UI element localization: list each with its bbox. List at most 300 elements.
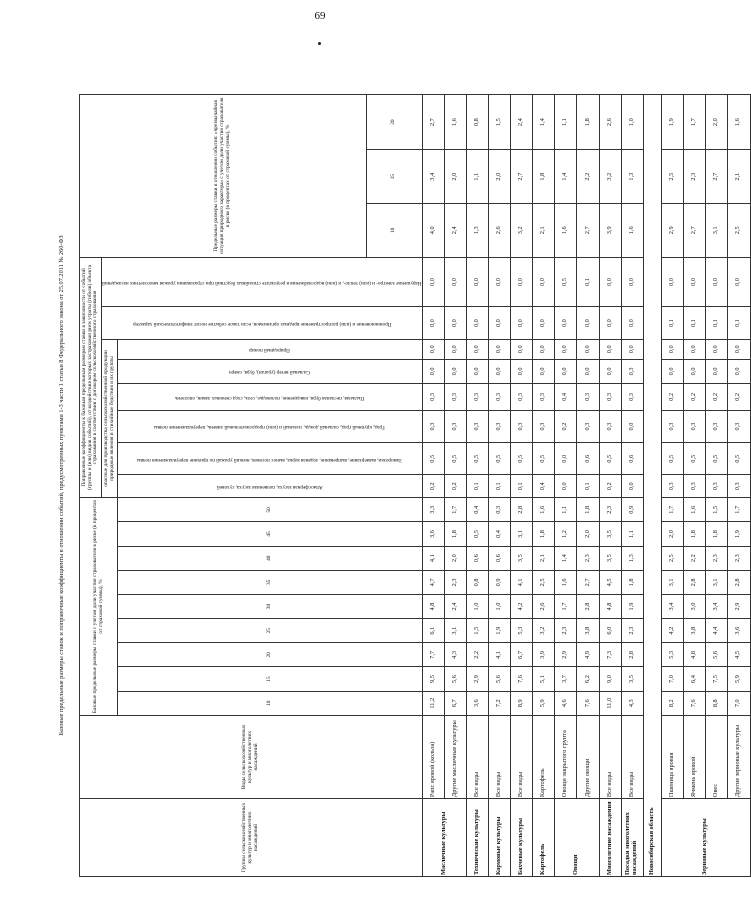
max-cell: 3,2: [511, 203, 533, 257]
max-cell: 2,7: [684, 203, 706, 257]
rate-cell: 2,9: [466, 667, 488, 691]
coef-cell: 0,5: [488, 443, 510, 475]
header-event-2: Заморозки, вымерзание, выпревание, ледяная корка, вынос посевов, низкий урожай по причине переувлажнения почвы: [118, 443, 423, 475]
max-cell: 2,7: [422, 95, 444, 150]
max-cell: 4,0: [422, 203, 444, 257]
max-cell: 2,7: [511, 150, 533, 204]
coef-cell: 0,1: [661, 307, 683, 339]
coef-cell: 0,0: [511, 339, 533, 359]
rate-cell: 6,4: [684, 667, 706, 691]
rate-cell: 0,6: [488, 546, 510, 570]
coef-cell: 0,3: [422, 384, 444, 411]
coef-cell: 0,3: [444, 384, 466, 411]
coef-cell: 0,2: [706, 384, 728, 411]
rate-cell: 0,3: [488, 498, 510, 522]
crop-cell: Рапс яровой (кольза): [422, 715, 444, 798]
rate-cell: 1,9: [728, 522, 750, 546]
header-event-8: Нарушение электро- и (или) тепло-, и (или) водоснабжения в результате стихийных бедствий при страховании урожая многолетних насаждений: [102, 257, 423, 307]
coef-cell: 0,1: [728, 307, 750, 339]
max-cell: 2,1: [533, 203, 555, 257]
rate-cell: 5,9: [533, 691, 555, 715]
max-cell: 3,9: [599, 203, 621, 257]
coef-cell: 0,0: [444, 359, 466, 383]
max-cell: 2,4: [444, 203, 466, 257]
table-row: [728, 95, 750, 877]
rate-cell: 3,6: [728, 619, 750, 643]
max-cell: 2,0: [488, 150, 510, 204]
rate-cell: 4,2: [511, 594, 533, 618]
rate-cell: 3,4: [661, 594, 683, 618]
coef-cell: 0,4: [533, 475, 555, 498]
max-cell: 3,4: [422, 150, 444, 204]
max-cell: 1,9: [661, 95, 683, 150]
rate-cell: 2,3: [555, 619, 577, 643]
rate-cell: 7,7: [422, 643, 444, 667]
header-share-35: 35: [118, 570, 423, 594]
rate-cell: 7,6: [684, 691, 706, 715]
rate-cell: 3,5: [621, 667, 643, 691]
coef-cell: 0,0: [684, 257, 706, 307]
rate-cell: 1,7: [728, 498, 750, 522]
coef-cell: 0,3: [533, 410, 555, 442]
coef-cell: 0,0: [706, 339, 728, 359]
coef-cell: 0,0: [684, 339, 706, 359]
coef-cell: 0,2: [444, 475, 466, 498]
max-cell: 1,6: [728, 95, 750, 150]
region-name: Новосибирская область: [643, 95, 661, 877]
rate-cell: 2,7: [577, 570, 599, 594]
table-row: [533, 95, 555, 877]
rate-cell: 1,8: [706, 522, 728, 546]
coef-cell: 0,5: [511, 443, 533, 475]
coef-cell: 0,0: [511, 257, 533, 307]
coef-cell: 0,0: [577, 307, 599, 339]
rate-cell: 1,6: [684, 498, 706, 522]
coef-cell: 0,5: [466, 443, 488, 475]
rate-cell: 3,6: [422, 522, 444, 546]
header-share-30: 30: [118, 594, 423, 618]
max-cell: 2,3: [684, 150, 706, 204]
header-max-share-10: 10: [366, 203, 422, 257]
rate-cell: 9,5: [422, 667, 444, 691]
coef-cell: 0,5: [728, 443, 750, 475]
coef-cell: 0,1: [577, 257, 599, 307]
header-base-rates: Базовые предельные размеры ставки с учетом доли участия страхователя в риске (в процентах от страховой суммы), %: [80, 498, 118, 716]
rate-cell: 6,1: [422, 619, 444, 643]
rate-cell: 3,1: [444, 619, 466, 643]
rate-cell: 4,2: [661, 619, 683, 643]
coef-cell: 0,0: [684, 359, 706, 383]
rate-cell: 5,6: [706, 643, 728, 667]
coef-cell: 0,1: [466, 475, 488, 498]
coef-cell: 0,1: [706, 307, 728, 339]
table-row: [488, 95, 510, 877]
coef-cell: 0,0: [599, 307, 621, 339]
rate-cell: 1,5: [466, 619, 488, 643]
rate-cell: 3,3: [422, 498, 444, 522]
rate-cell: 2,6: [533, 594, 555, 618]
rate-cell: 5,6: [488, 667, 510, 691]
crop-cell: Все виды: [599, 715, 621, 798]
max-cell: 1,3: [621, 150, 643, 204]
rate-cell: 5,3: [661, 643, 683, 667]
coef-cell: 0,3: [466, 410, 488, 442]
rate-cell: 4,4: [706, 619, 728, 643]
rate-cell: 1,6: [555, 570, 577, 594]
rate-cell: 5,9: [728, 667, 750, 691]
coef-cell: 0,3: [728, 475, 750, 498]
max-cell: 1,4: [533, 95, 555, 150]
rate-cell: 0,5: [466, 522, 488, 546]
coef-cell: 0,3: [511, 384, 533, 411]
max-cell: 2,5: [661, 150, 683, 204]
page-number: 69: [314, 10, 326, 22]
rate-cell: 7,2: [488, 691, 510, 715]
coef-cell: 0,2: [728, 384, 750, 411]
coef-cell: 0,3: [661, 475, 683, 498]
rate-cell: 3,2: [533, 619, 555, 643]
rate-cell: 4,3: [444, 643, 466, 667]
rate-cell: 7,6: [511, 667, 533, 691]
coef-cell: 0,1: [488, 475, 510, 498]
crop-cell: Все виды: [621, 715, 643, 798]
rate-cell: 3,1: [511, 522, 533, 546]
rate-cell: 2,9: [555, 643, 577, 667]
rate-cell: 8,9: [511, 691, 533, 715]
coef-cell: 0,0: [621, 257, 643, 307]
header-coefficients: Поправочные коэффициенты к базовым предельным размерам ставки в зависимости от событий (группы и (или) видов событий), от воздействия которых застрахован риск утраты (гибели) объекта страхования в соответствии с договором сельскохозяйственного страхования: [80, 257, 102, 497]
rate-cell: 2,0: [444, 546, 466, 570]
coef-cell: 0,0: [511, 307, 533, 339]
max-cell: 1,5: [488, 95, 510, 150]
rate-cell: 0,4: [488, 522, 510, 546]
coef-cell: 0,2: [422, 475, 444, 498]
coef-cell: 0,0: [533, 339, 555, 359]
rate-cell: 4,9: [577, 643, 599, 667]
max-cell: 1,7: [684, 95, 706, 150]
rate-cell: 3,9: [533, 643, 555, 667]
rate-cell: 4,6: [555, 691, 577, 715]
crop-cell: Ячмень яровой: [684, 715, 706, 798]
coef-cell: 0,1: [577, 475, 599, 498]
rate-cell: 7,6: [577, 691, 599, 715]
rate-cell: 8,8: [706, 691, 728, 715]
max-cell: 2,9: [661, 203, 683, 257]
coef-cell: 0,0: [599, 339, 621, 359]
rates-table: [79, 94, 751, 877]
rate-cell: 4,8: [684, 643, 706, 667]
coef-cell: 0,3: [511, 410, 533, 442]
rate-cell: 4,1: [511, 570, 533, 594]
rate-cell: 11,2: [422, 691, 444, 715]
coef-cell: 0,1: [684, 307, 706, 339]
coef-cell: 0,0: [555, 339, 577, 359]
max-cell: 1,6: [444, 95, 466, 150]
header-group: Группы сельскохозяйственных культур и многолетних насаждений: [80, 799, 423, 877]
coef-cell: 0,0: [555, 359, 577, 383]
rate-cell: 2,8: [621, 643, 643, 667]
max-cell: 2,6: [599, 95, 621, 150]
table-caption: Базовые предельные размеры ставок и поправочные коэффициенты в отношении событий, предусмотренных пунктами 1-3 части 1 статьи 8 Федерального закона от 25.07.2011 № 260-ФЗ: [58, 235, 65, 736]
max-cell: 1,1: [555, 95, 577, 150]
rate-cell: 7,3: [599, 643, 621, 667]
coef-cell: 0,0: [488, 359, 510, 383]
rate-cell: 1,2: [555, 522, 577, 546]
coef-cell: 0,0: [577, 339, 599, 359]
rate-cell: 2,3: [706, 546, 728, 570]
coef-cell: 0,0: [706, 359, 728, 383]
rate-cell: 5,6: [444, 667, 466, 691]
coef-cell: 0,3: [422, 410, 444, 442]
header-crop: Виды сельскохозяйственных культур и многолетних насаждений: [80, 715, 423, 798]
crop-cell: Картофель: [533, 715, 555, 798]
rate-cell: 1,8: [444, 522, 466, 546]
max-cell: 2,1: [728, 150, 750, 204]
coef-cell: 0,0: [466, 257, 488, 307]
coef-cell: 0,5: [661, 443, 683, 475]
coef-cell: 0,0: [661, 359, 683, 383]
rate-cell: 1,3: [621, 546, 643, 570]
coef-cell: 0,0: [422, 359, 444, 383]
coef-cell: 0,0: [621, 475, 643, 498]
rate-cell: 6,7: [511, 643, 533, 667]
header-event-6: Природный пожар: [118, 339, 423, 359]
table-row: [684, 95, 706, 877]
rate-cell: 1,8: [533, 522, 555, 546]
rate-cell: 2,9: [728, 594, 750, 618]
rate-cell: 3,6: [466, 691, 488, 715]
header-share-50: 50: [118, 498, 423, 522]
rate-cell: 2,2: [684, 546, 706, 570]
max-cell: 2,7: [706, 150, 728, 204]
group-cell: Бахчевые культуры: [511, 799, 533, 877]
coef-cell: 0,3: [533, 384, 555, 411]
max-cell: 1,6: [555, 203, 577, 257]
coef-cell: 0,3: [577, 410, 599, 442]
rate-cell: 3,8: [577, 619, 599, 643]
coef-cell: 0,4: [555, 384, 577, 411]
coef-cell: 0,5: [422, 443, 444, 475]
coef-cell: 0,2: [684, 384, 706, 411]
coef-cell: 0,0: [661, 257, 683, 307]
max-cell: 2,0: [706, 95, 728, 150]
coef-cell: 0,0: [444, 257, 466, 307]
table-row: [466, 95, 488, 877]
header-max-rates: Предельные размеры ставки в отношении события: «чрезвычайная ситуация природного характера» с учетом доли участия страхователя в риске (в процентах от страховой суммы), %: [80, 95, 367, 258]
rate-cell: 3,0: [684, 594, 706, 618]
max-cell: 1,6: [621, 203, 643, 257]
coef-cell: 0,0: [422, 307, 444, 339]
header-unfavorable: опасные для производства сельскохозяйственной продукции природные явления и стихийные бедствия и их группы: [102, 339, 118, 497]
header-event-4: Пыльная, песчаная буря, наводнение, половодье, сель, сход снежных лавин, оползень: [118, 384, 423, 411]
rate-cell: 2,8: [684, 570, 706, 594]
rate-cell: 2,2: [466, 643, 488, 667]
rate-cell: 4,8: [599, 594, 621, 618]
max-cell: 1,3: [466, 203, 488, 257]
rate-cell: 0,6: [466, 546, 488, 570]
rate-cell: 6,2: [577, 667, 599, 691]
crop-cell: Овощи закрытого грунта: [555, 715, 577, 798]
header-event-5: Сильный ветер (ураган), буря, смерч: [118, 359, 423, 383]
crop-cell: Другие зерновые культуры: [728, 715, 750, 798]
coef-cell: 0,0: [422, 339, 444, 359]
coef-cell: 0,3: [706, 475, 728, 498]
rate-cell: 5,1: [533, 667, 555, 691]
table-row: [661, 95, 683, 877]
group-cell: Посадки многолетних насаждений: [621, 799, 643, 877]
header-share-25: 25: [118, 619, 423, 643]
coef-cell: 0,2: [661, 384, 683, 411]
crop-cell: Все виды: [466, 715, 488, 798]
rate-cell: 11,0: [599, 691, 621, 715]
rate-cell: 2,0: [661, 522, 683, 546]
coef-cell: 0,0: [466, 307, 488, 339]
speck: [318, 42, 321, 45]
rate-cell: 1,9: [488, 619, 510, 643]
group-cell: Картофель: [533, 799, 555, 877]
header-share-20: 20: [118, 643, 423, 667]
rate-cell: 6,0: [599, 619, 621, 643]
group-cell: Овощи: [555, 799, 599, 877]
crop-cell: Другие масличные культуры: [444, 715, 466, 798]
region-row: [643, 95, 661, 877]
coef-cell: 0,0: [728, 339, 750, 359]
max-cell: 2,2: [577, 150, 599, 204]
coef-cell: 0,3: [599, 410, 621, 442]
rate-cell: 1,9: [621, 594, 643, 618]
table-row: [511, 95, 533, 877]
rate-cell: 1,0: [466, 594, 488, 618]
coef-cell: 0,0: [599, 257, 621, 307]
coef-cell: 0,3: [466, 384, 488, 411]
table-row: [621, 95, 643, 877]
coef-cell: 0,0: [488, 257, 510, 307]
max-cell: 1,8: [533, 150, 555, 204]
rate-cell: 3,1: [706, 570, 728, 594]
coef-cell: 0,0: [555, 443, 577, 475]
coef-cell: 0,5: [684, 443, 706, 475]
coef-cell: 0,0: [599, 359, 621, 383]
header-share-40: 40: [118, 546, 423, 570]
coef-cell: 0,3: [599, 384, 621, 411]
rate-cell: 1,0: [488, 594, 510, 618]
coef-cell: 0,3: [577, 384, 599, 411]
coef-cell: 0,0: [728, 359, 750, 383]
coef-cell: 0,0: [444, 339, 466, 359]
coef-cell: 0,3: [728, 410, 750, 442]
coef-cell: 0,3: [684, 475, 706, 498]
coef-cell: 0,0: [728, 257, 750, 307]
rate-cell: 3,5: [599, 546, 621, 570]
coef-cell: 0,3: [444, 410, 466, 442]
max-cell: 2,7: [577, 203, 599, 257]
group-cell: Масличные культуры: [422, 799, 466, 877]
rate-cell: 3,7: [555, 667, 577, 691]
coef-cell: 0,0: [466, 339, 488, 359]
coef-cell: 0,0: [577, 359, 599, 383]
rate-cell: 7,0: [661, 667, 683, 691]
group-cell: Многолетние насаждения: [599, 799, 621, 877]
coef-cell: 0,2: [599, 475, 621, 498]
rate-cell: 3,1: [661, 570, 683, 594]
rate-cell: 4,5: [728, 643, 750, 667]
rate-cell: 1,8: [684, 522, 706, 546]
rate-cell: 0,4: [466, 498, 488, 522]
table-row: [706, 95, 728, 877]
rate-cell: 2,3: [577, 546, 599, 570]
header-event-7: Проникновение и (или) распространение вредных организмов, если такое событие носит эпифитотический характер: [102, 307, 423, 339]
rate-cell: 1,1: [555, 498, 577, 522]
rate-cell: 8,2: [661, 691, 683, 715]
max-cell: 1,0: [621, 95, 643, 150]
coef-cell: 0,0: [621, 307, 643, 339]
rate-cell: 2,3: [728, 546, 750, 570]
crop-cell: Все виды: [511, 715, 533, 798]
rate-cell: 1,5: [706, 498, 728, 522]
header-max-share-15: 15: [366, 150, 422, 204]
rate-cell: 1,7: [555, 594, 577, 618]
max-cell: 1,8: [577, 95, 599, 150]
rate-cell: 2,4: [444, 594, 466, 618]
coef-cell: 0,6: [621, 443, 643, 475]
rate-cell: 6,7: [444, 691, 466, 715]
crop-cell: Все виды: [488, 715, 510, 798]
coef-cell: 0,3: [621, 384, 643, 411]
coef-cell: 0,5: [533, 443, 555, 475]
rate-cell: 5,3: [511, 619, 533, 643]
max-cell: 1,4: [555, 150, 577, 204]
max-cell: 3,1: [706, 203, 728, 257]
rate-cell: 1,7: [661, 498, 683, 522]
rate-cell: 2,0: [577, 522, 599, 546]
coef-cell: 0,0: [466, 359, 488, 383]
crop-cell: Овес: [706, 715, 728, 798]
coef-cell: 0,3: [706, 410, 728, 442]
table-row: [444, 95, 466, 877]
rotated-sheet: [57, 94, 742, 877]
crop-cell: Другие овощи: [577, 715, 599, 798]
rate-cell: 1,8: [577, 498, 599, 522]
header-max-share-20: 20: [366, 95, 422, 150]
coef-cell: 0,3: [621, 359, 643, 383]
rate-cell: 4,1: [422, 546, 444, 570]
coef-cell: 0,0: [488, 339, 510, 359]
header-share-10: 10: [118, 691, 423, 715]
table-row: [599, 95, 621, 877]
header-event-3: Град, крупный град, сильный дождь, сильный и (или) продолжительный ливень, переувлажнение почвы: [118, 410, 423, 442]
coef-cell: 0,3: [488, 384, 510, 411]
rate-cell: 2,3: [444, 570, 466, 594]
coef-cell: 0,0: [555, 307, 577, 339]
rate-cell: 2,3: [621, 619, 643, 643]
coef-cell: 0,2: [555, 410, 577, 442]
rate-cell: 1,7: [444, 498, 466, 522]
table-row: [577, 95, 599, 877]
max-cell: 3,2: [599, 150, 621, 204]
rate-cell: 9,0: [599, 667, 621, 691]
coef-cell: 0,1: [511, 475, 533, 498]
landscape-content: [57, 94, 742, 877]
max-cell: 0,8: [466, 95, 488, 150]
rate-cell: 2,3: [599, 498, 621, 522]
rate-cell: 2,5: [661, 546, 683, 570]
coef-cell: 0,0: [422, 257, 444, 307]
rate-cell: 4,1: [488, 643, 510, 667]
rate-cell: 1,6: [533, 498, 555, 522]
header-share-45: 45: [118, 522, 423, 546]
rate-cell: 1,1: [621, 522, 643, 546]
crop-cell: Пшеница яровая: [661, 715, 683, 798]
